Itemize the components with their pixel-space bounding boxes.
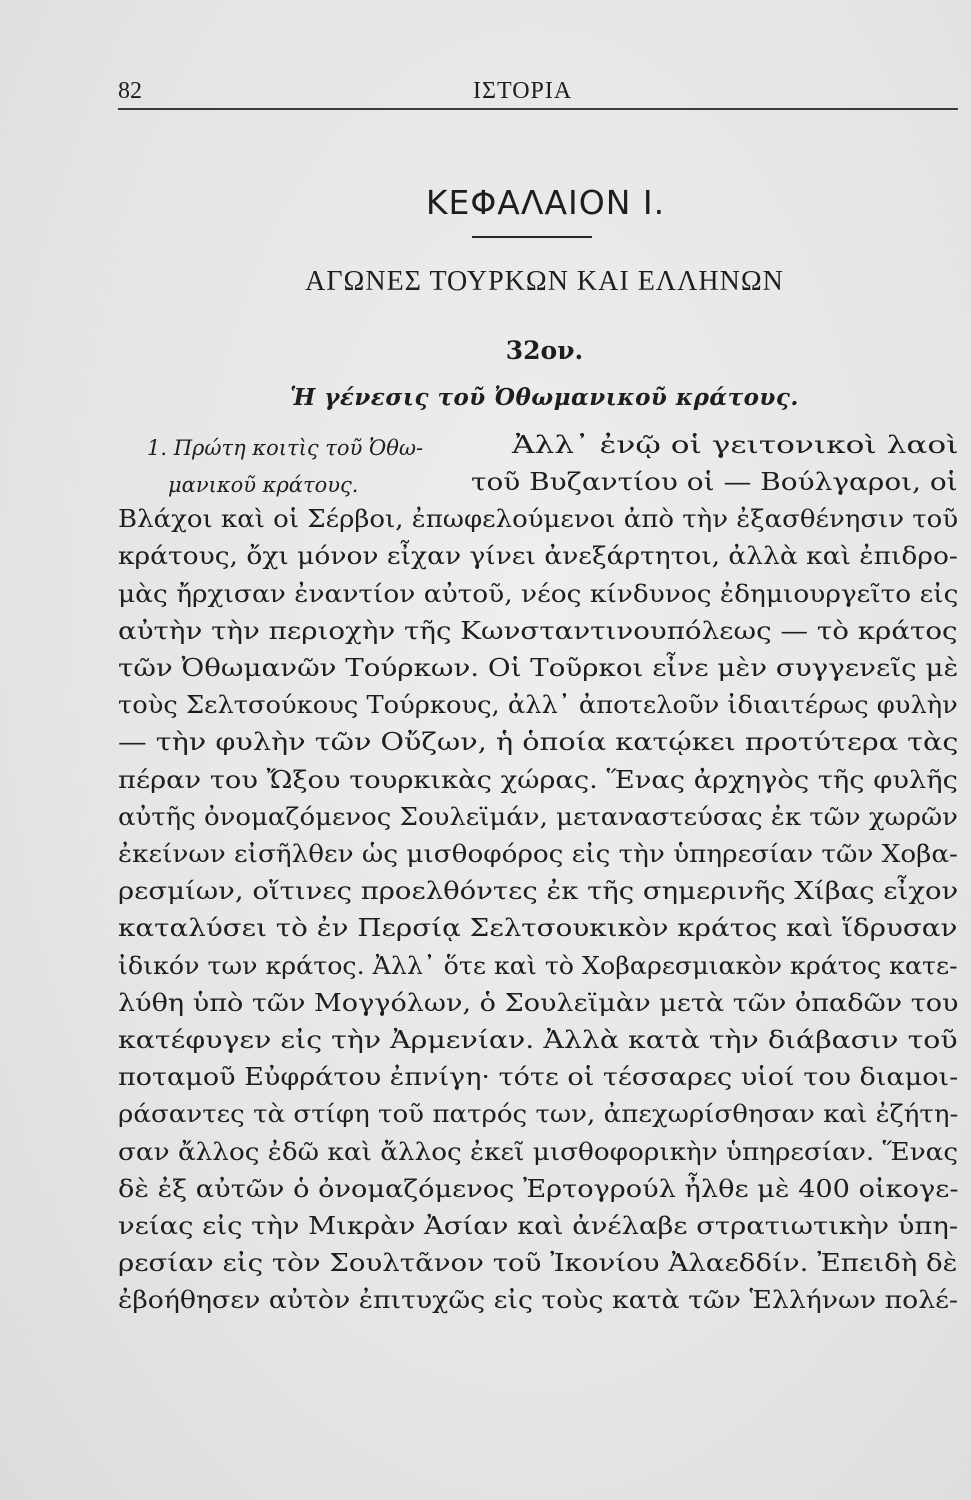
text-line: ἐβοήθησεν αὐτὸν ἐπιτυχῶς εἰς τοὺς κατὰ τῶν Ἑλλήνων πολέ- <box>118 1285 959 1315</box>
text-line: σαν ἄλλος ἐδῶ καὶ ἄλλος ἐκεῖ μισθοφορικὴν ὑπηρεσίαν. Ἕνας <box>118 1136 959 1166</box>
text-line: τοὺς Σελτσούκους Τούρκους, ἀλλ᾿ ἀποτελοῦν ἰδιαιτέρως φυλὴν <box>118 690 958 720</box>
text-line: τῶν Ὀθωμανῶν Τούρκων. Οἱ Τοῦρκοι εἶνε μὲν συγγενεῖς μὲ <box>118 653 959 682</box>
text-line: ρεσμίων, οἵτινες προελθόντες ἐκ τῆς σημερινῆς Χίβας εἶχον <box>118 876 959 906</box>
page-number: 82 <box>118 78 142 104</box>
text-line: ρεσίαν εἰς τὸν Σουλτᾶνον τοῦ Ἰκονίου Ἀλαεδδίν. Ἐπειδὴ δὲ <box>118 1248 958 1278</box>
text-line: καταλύσει τὸ ἐν Περσίᾳ Σελτσουκικὸν κράτος καὶ ἵδρυσαν <box>118 913 958 943</box>
text-line: ἐκείνων εἰσῆλθεν ὡς μισθοφόρος εἰς τὴν ὑπηρεσίαν τῶν Χοβα- <box>118 839 958 868</box>
page-header <box>118 72 958 108</box>
chapter-divider <box>472 236 592 238</box>
sidenote-line-2: μανικοῦ κράτους. <box>168 473 359 497</box>
margin-sidenote <box>147 430 487 504</box>
text-line: ἰδικόν των κράτος. Ἀλλ᾿ ὅτε καὶ τὸ Χοβαρεσμιακὸν κράτος κατε- <box>118 950 958 980</box>
text-line: λύθη ὑπὸ τῶν Μογγόλων, ὁ Σουλεϊμὰν μετὰ τῶν ὀπαδῶν του <box>118 987 959 1017</box>
chapter-heading: ΚΕΦΑΛΑΙΟΝ Ι. <box>425 183 666 222</box>
text-line: κατέφυγεν εἰς τὴν Ἀρμενίαν. Ἀλλὰ κατὰ τὴν διάβασιν τοῦ <box>118 1025 958 1054</box>
text-line: τοῦ Βυζαντίου οἱ — Βούλγαροι, οἱ <box>471 467 958 496</box>
text-line: μὰς ἤρχισαν ἐναντίον αὐτοῦ, νέος κίνδυνος ἐδημιουργεῖτο εἰς <box>118 578 959 608</box>
text-line: πέραν του Ὤξου τουρκικὰς χώρας. Ἕνας ἀρχηγὸς τῆς φυλῆς <box>118 764 958 794</box>
running-head: ΙΣΤΟΡΙΑ <box>473 78 573 104</box>
text-line: — τὴν φυλὴν τῶν Οὔζων, ἡ ὁποία κατῴκει προτύτερα τὰς <box>118 727 959 757</box>
lesson-title: Ἡ γένεσις τοῦ Ὀθωμανικοῦ κράτους. <box>290 384 799 411</box>
part-title: ΑΓΩΝΕΣ ΤΟΥΡΚΩΝ ΚΑΙ ΕΛΛΗΝΩΝ <box>305 266 784 297</box>
text-line: ράσαντες τὰ στίφη τοῦ πατρός των, ἀπεχωρίσθησαν καὶ ἐζήτη- <box>118 1099 959 1129</box>
text-line: αὐτῆς ὀνομαζόμενος Σουλεϊμάν, μεταναστεύσας ἐκ τῶν χωρῶν <box>118 801 958 831</box>
text-line: Ἀλλ᾿ ἐνῷ οἱ γειτονικοὶ λαοὶ <box>512 430 959 459</box>
text-line: ποταμοῦ Εὐφράτου ἐπνίγη· τότε οἱ τέσσαρες υἱοί του διαμοι- <box>118 1062 959 1092</box>
text-line: κράτους, ὄχι μόνον εἶχαν γίνει ἀνεξάρτητοι, ἀλλὰ καὶ ἐπιδρο- <box>118 541 958 571</box>
header-rule <box>118 108 958 110</box>
text-line: δὲ ἐξ αὐτῶν ὁ ὀνομαζόμενος Ἐρτογρούλ ἦλθε μὲ 400 οἰκογε- <box>118 1173 959 1203</box>
text-line: νείας εἰς τὴν Μικρὰν Ἀσίαν καὶ ἀνέλαβε στρατιωτικὴν ὑπη- <box>118 1211 959 1240</box>
text-line: Βλάχοι καὶ οἱ Σέρβοι, ἐπωφελούμενοι ἀπὸ τὴν ἐξασθένησιν τοῦ <box>118 504 959 534</box>
lesson-number: 32ον. <box>505 336 584 365</box>
sidenote-line-1: 1. Πρώτη κοιτὶς τοῦ Ὀθω- <box>147 436 424 460</box>
text-line: αὐτὴν τὴν περιοχὴν τῆς Κωνσταντινουπόλεως — τὸ κράτος <box>118 615 958 645</box>
